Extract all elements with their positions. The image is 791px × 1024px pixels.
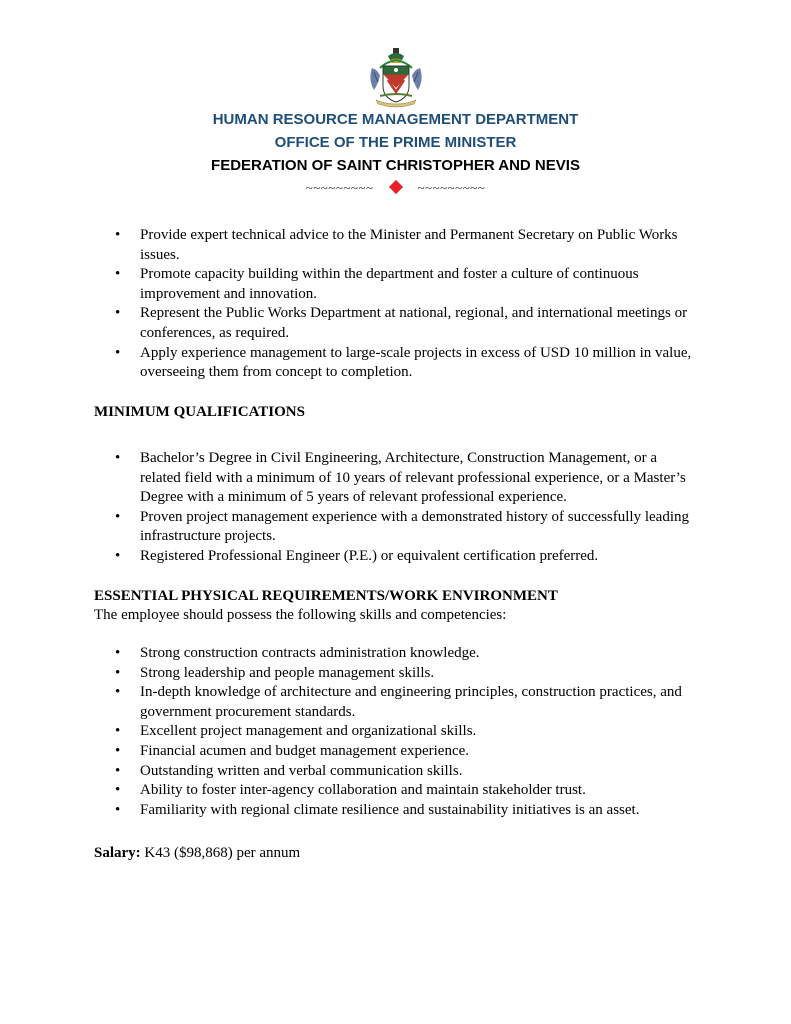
list-item: • Promote capacity building within the department and foster a culture of continuous improvement and innovation. (94, 265, 714, 304)
list-item: • Strong construction contracts administration knowledge. (94, 644, 714, 664)
federation-heading: FEDERATION OF SAINT CHRISTOPHER AND NEVIS (211, 157, 580, 174)
list-item: • Registered Professional Engineer (P.E.) or equivalent certification preferred. (94, 547, 694, 567)
requirements-intro: The employee should possess the following skills and competencies: (94, 607, 507, 623)
duties-section (94, 226, 714, 383)
list-item: • In-depth knowledge of architecture and engineering principles, construction practices, and government procurement standards. (94, 683, 714, 722)
list-item: • Outstanding written and verbal communication skills. (94, 762, 714, 782)
requirements-title: ESSENTIAL PHYSICAL REQUIREMENTS/WORK ENVIRONMENT (94, 588, 558, 604)
salary-value: K43 ($98,868) per annum (144, 845, 301, 861)
list-item: • Proven project management experience with a demonstrated history of successfully leading infrastructure projects. (94, 508, 694, 547)
list-item: • Represent the Public Works Department at national, regional, and international meetings or conferences, as required. (94, 304, 714, 343)
qualifications-title: MINIMUM QUALIFICATIONS (94, 404, 305, 420)
header-divider (0, 180, 791, 196)
list-item: • Strong leadership and people management skills. (94, 664, 714, 684)
salary-label: Salary: (94, 845, 141, 861)
list-item: • Financial acumen and budget management experience. (94, 742, 714, 762)
list-item: • Ability to foster inter-agency collaboration and maintain stakeholder trust. (94, 781, 714, 801)
coat-of-arms-icon (366, 46, 426, 108)
list-item: • Excellent project management and organizational skills. (94, 722, 714, 742)
list-item: • Bachelor’s Degree in Civil Engineering, Architecture, Construction Management, or a related field with a minimum of 10 years of relevant professional experience, or a Master’s Degree with a minimum of 5 years of relevant professional experience. (94, 449, 694, 508)
qualifications-section (94, 449, 694, 567)
duties-list (94, 226, 714, 383)
qualifications-list (94, 449, 694, 567)
divider-left: ~~~~~~~~~ (305, 180, 374, 195)
list-item: • Familiarity with regional climate resilience and sustainability initiatives is an asset. (94, 801, 714, 821)
office-heading: OFFICE OF THE PRIME MINISTER (274, 134, 517, 151)
department-heading: HUMAN RESOURCE MANAGEMENT DEPARTMENT (212, 111, 579, 128)
requirements-list (94, 644, 714, 820)
diamond-icon (388, 180, 402, 194)
divider-right: ~~~~~~~~~ (417, 180, 486, 195)
list-item: • Apply experience management to large-scale projects in excess of USD 10 million in value, overseeing them from concept to completion. (94, 344, 714, 383)
requirements-section (94, 644, 714, 820)
list-item: • Provide expert technical advice to the Minister and Permanent Secretary on Public Works issues. (94, 226, 714, 265)
salary-line (94, 845, 300, 862)
